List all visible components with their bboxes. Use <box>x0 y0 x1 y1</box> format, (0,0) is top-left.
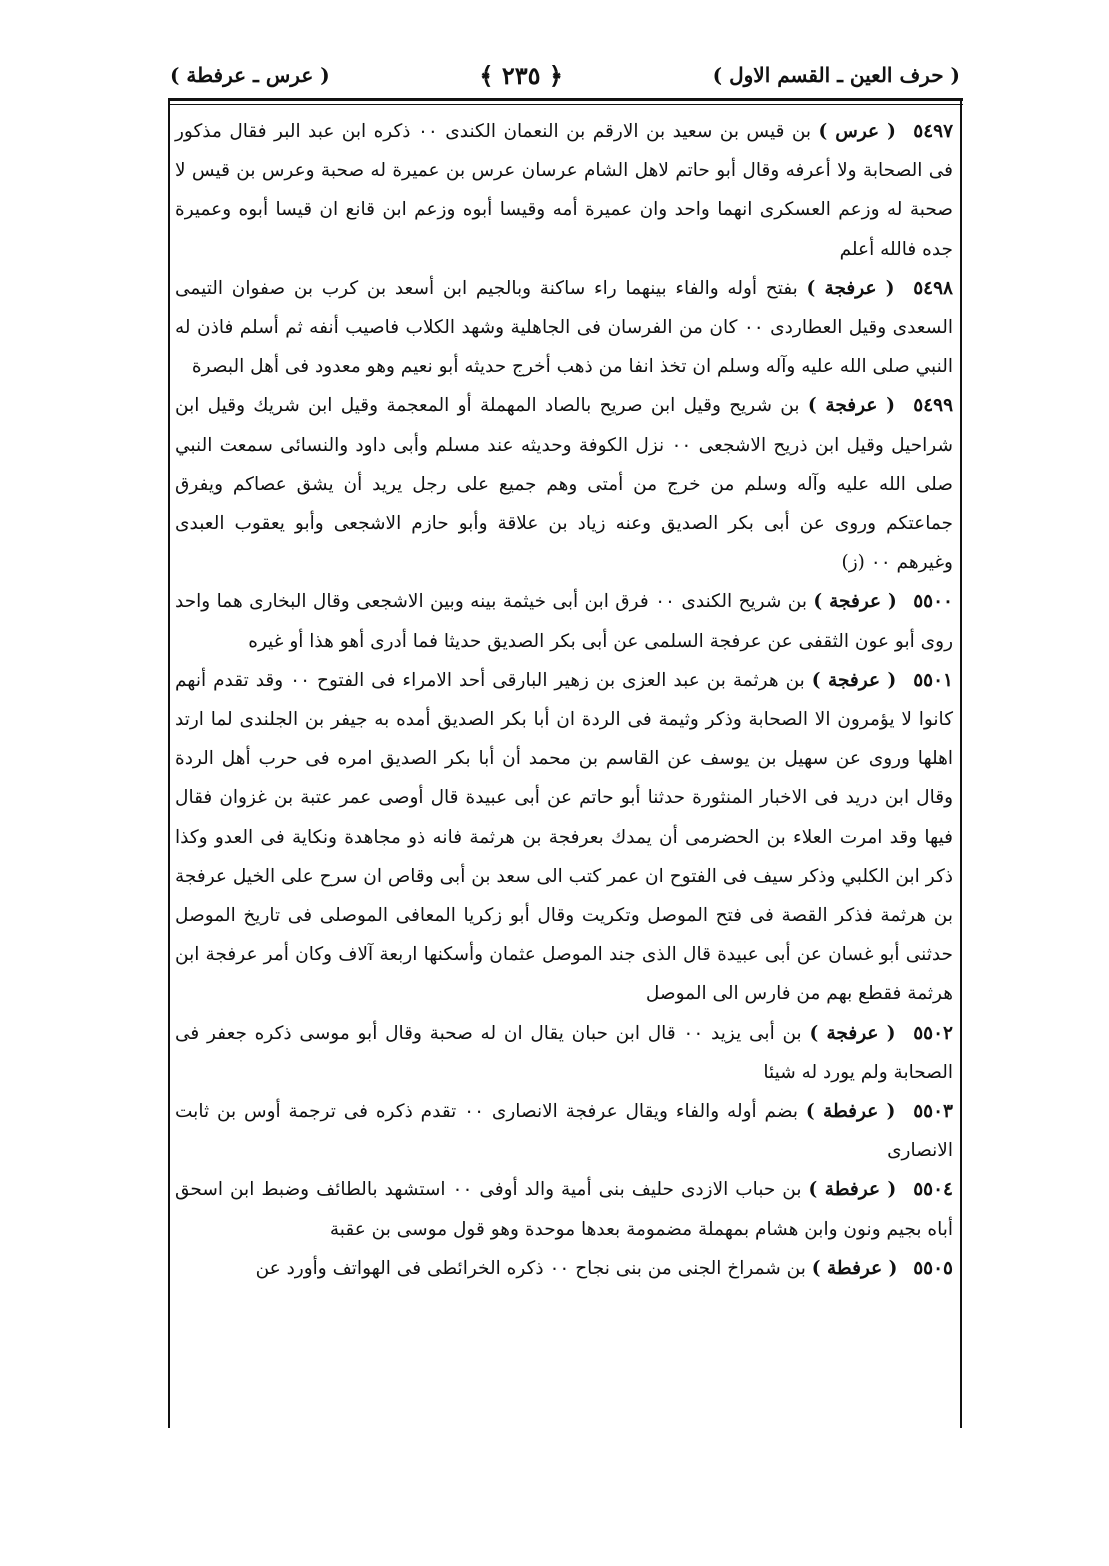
entry-number: ٥٥٠٢ <box>913 1022 953 1044</box>
right-margin-rule <box>960 98 962 1428</box>
entry-number: ٥٥٠٤ <box>913 1179 953 1201</box>
entry-5498 <box>175 269 953 387</box>
entry-name: ( عرفطة ) <box>811 1257 898 1279</box>
entry-text: بن قيس بن سعيد بن الارقم بن النعمان الكندى ٠٠ ذكره ابن عبد البر فقال مذكور فى الصحابة ولا أعرفه وقال أبو حاتم لاهل الشام عرسان عرس بن عميرة له صحبة وعرس بن قيس لا صحبة له وزعم العسكرى انهما واحد وان عميرة أمه وقيسا أبوه وزعم ابن قانع ان قيسا أبوه وعميرة جده فالله أعلم <box>175 121 953 260</box>
entry-number: ٥٥٠٥ <box>913 1257 953 1279</box>
left-margin-rule <box>168 98 170 1428</box>
page-body <box>175 112 953 1288</box>
header-left-title: ( عرس ـ عرفطة ) <box>170 63 330 87</box>
entry-text: بن حباب الازدى حليف بنى أمية والد أوفى ٠٠ استشهد بالطائف وضبط ابن اسحق أباه بجيم ونون وابن هشام بمهملة مضمومة بعدها موحدة وهو قول موسى بن عقبة <box>175 1179 953 1240</box>
entry-name: ( عرفطة ) <box>805 1101 896 1123</box>
entry-number: ٥٥٠١ <box>913 669 953 691</box>
entry-number: ٥٤٩٧ <box>913 121 954 142</box>
entry-5503 <box>175 1092 953 1170</box>
entry-5500 <box>175 582 953 660</box>
entry-name: ( عرفجة ) <box>813 591 897 613</box>
entry-name: ( عرفجة ) <box>809 1022 896 1044</box>
page-number: ﴿ ٢٣٥ ﴾ <box>479 60 563 90</box>
header-rule-thin <box>168 104 963 105</box>
entry-text: بن شريح وقيل ابن صريح بالصاد المهملة أو المعجمة وقيل ابن شريك وقيل ابن شراحيل وقيل ابن ذريح الاشجعى ٠٠ نزل الكوفة وحديثه عند مسلم وأبى داود والنسائى سمعت النبي صلى الله عليه وآله وسلم من خرج من أمتى وهم جميع على رجل يريد أن يشق عصاكم ويفرق جماعتكم وروى عن أبى بكر الصديق وعنه زياد بن علاقة وأبو حازم الاشجعى وأبو يعقوب العبدى وغيرهم ٠٠ (ز) <box>175 395 954 574</box>
entry-5497 <box>175 112 953 269</box>
entry-number: ٥٥٠٠ <box>913 591 953 613</box>
entry-text: بن شمراخ الجنى من بنى نجاح ٠٠ ذكره الخرائطى فى الهواتف وأورد عن <box>255 1257 806 1279</box>
entry-name: ( عرفجة ) <box>806 277 895 299</box>
entry-text: بن شريح الكندى ٠٠ فرق ابن أبى خيثمة بينه وبين الاشجعى وقال البخارى هما واحد روى أبو عون الثقفى عن عرفجة السلمى عن أبى بكر الصديق حديثا فما أدرى أهو هذا أو غيره <box>175 591 953 652</box>
entry-text: بفتح أوله والفاء بينهما راء ساكنة وبالجيم ابن أسعد بن كرب بن صفوان التيمى السعدى وقيل العطاردى ٠٠ كان من الفرسان فى الجاهلية وشهد الكلاب فاصيب أنفه ثم أسلم فاذن له النبي صلى الله عليه وآله وسلم ان تخذ انفا من ذهب أخرج حديثه أبو نعيم وهو معدود فى أهل البصرة <box>175 277 953 378</box>
header-rule <box>168 98 963 101</box>
entry-name: ( عرفجة ) <box>811 669 897 691</box>
entry-number: ٥٤٩٨ <box>913 277 953 299</box>
entry-number: ٥٥٠٣ <box>913 1101 953 1123</box>
entry-name: ( عرفطة ) <box>808 1179 897 1201</box>
entry-name: ( عرس ) <box>818 121 896 142</box>
header-right-title: ( حرف العين ـ القسم الاول ) <box>712 63 960 87</box>
entry-name: ( عرفجة ) <box>807 395 895 417</box>
running-header <box>170 55 960 95</box>
entry-text: بضم أوله والفاء ويقال عرفجة الانصارى ٠٠ تقدم ذكره فى ترجمة أوس بن ثابت الانصارى <box>175 1101 953 1162</box>
entry-text: بن أبى يزيد ٠٠ قال ابن حبان يقال ان له صحبة وقال أبو موسى ذكره جعفر فى الصحابة ولم يورد له شيئا <box>175 1022 953 1083</box>
entry-5501 <box>175 661 953 1014</box>
entry-5499 <box>175 386 953 582</box>
entry-5504 <box>175 1170 953 1248</box>
entry-text: بن هرثمة بن عبد العزى بن زهير البارقى أحد الامراء فى الفتوح ٠٠ وقد تقدم أنهم كانوا لا يؤمرون الا الصحابة وذكر وثيمة فى الردة ان أبا بكر الصديق أمده به جيفر بن الجلندى لما ارتد اهلها وروى عن سهيل بن يوسف عن القاسم بن محمد أن أبا بكر الصديق امره فى حرب أهل الردة وقال ابن دريد فى الاخبار المنثورة حدثنا أبو حاتم عن أبى عبيدة قال أوصى عمر عتبة بن غزوان فقال فيها وقد امرت العلاء بن الحضرمى أن يمدك بعرفجة بن هرثمة فانه ذو مجاهدة ونكاية فى العدو وكذا ذكر ابن الكلبي وذكر سيف فى الفتوح ان عمر كتب الى سعد بن أبى وقاص ان سرح على الخيل عرفجة بن هرثمة فذكر القصة فى فتح الموصل وتكريت وقال أبو زكريا المعافى الموصلى فى تاريخ الموصل حدثنى أبو غسان عن أبى عبيدة قال الذى جند الموصل عثمان وأسكنها اربعة آلاف وكان أمر عرفجة ابن هرثمة فقطع بهم من فارس الى الموصل <box>175 669 953 1005</box>
entry-5502 <box>175 1014 953 1092</box>
entry-5505 <box>175 1249 953 1288</box>
entry-number: ٥٤٩٩ <box>913 395 954 417</box>
